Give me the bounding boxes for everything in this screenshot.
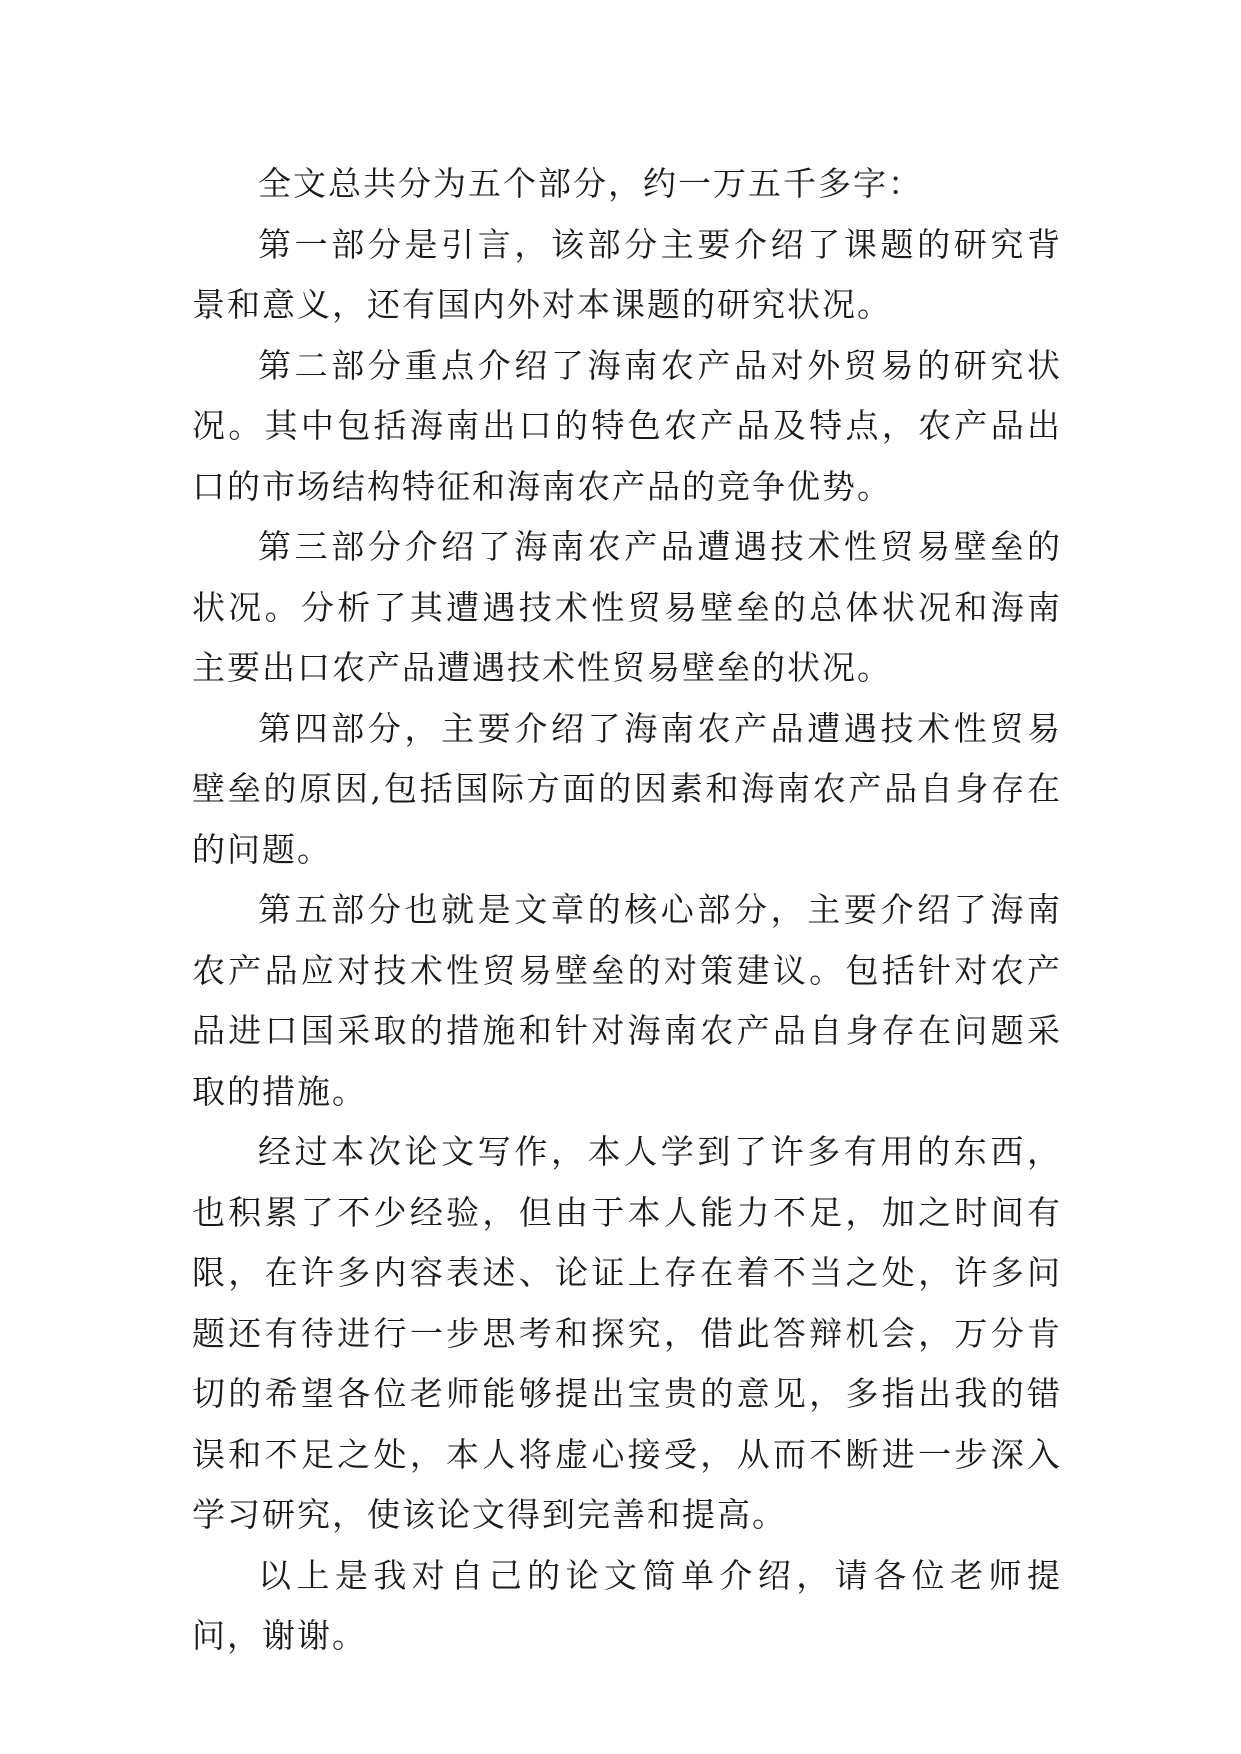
paragraph-reflection: 经过本次论文写作，本人学到了许多有用的东西，也积累了不少经验，但由于本人能力不足，加之时间有限，在许多内容表述、论证上存在着不当之处，许多问题还有待进行一步思考和探究，借此答辩机会，万分肯切的希望各位老师能够提出宝贵的意见，多指出我的错误和不足之处，本人将虚心接受，从而不断进一步深入学习研究，使该论文得到完善和提高。 xyxy=(192,1132,1062,1534)
document-body xyxy=(192,154,1062,1667)
paragraph-part-four: 第四部分，主要介绍了海南农产品遭遇技术性贸易壁垒的原因,包括国际方面的因素和海南农产品自身存在的问题。 xyxy=(192,708,1062,869)
paragraph-part-five: 第五部分也就是文章的核心部分，主要介绍了海南农产品应对技术性贸易壁垒的对策建议。包括针对农产品进口国采取的措施和针对海南农产品自身存在问题采取的措施。 xyxy=(192,890,1062,1111)
paragraph-overview: 全文总共分为五个部分，约一万五千多字： xyxy=(258,164,923,203)
paragraph-closing: 以上是我对自己的论文简单介绍，请各位老师提问，谢谢。 xyxy=(192,1555,1062,1655)
paragraph-part-one: 第一部分是引言，该部分主要介绍了课题的研究背景和意义，还有国内外对本课题的研究状况。 xyxy=(192,224,1062,324)
paragraph-part-two: 第二部分重点介绍了海南农产品对外贸易的研究状况。其中包括海南出口的特色农产品及特点，农产品出口的市场结构特征和海南农产品的竞争优势。 xyxy=(192,345,1062,506)
paragraph-part-three: 第三部分介绍了海南农产品遭遇技术性贸易壁垒的状况。分析了其遭遇技术性贸易壁垒的总体状况和海南主要出口农产品遭遇技术性贸易壁垒的状况。 xyxy=(192,527,1062,687)
